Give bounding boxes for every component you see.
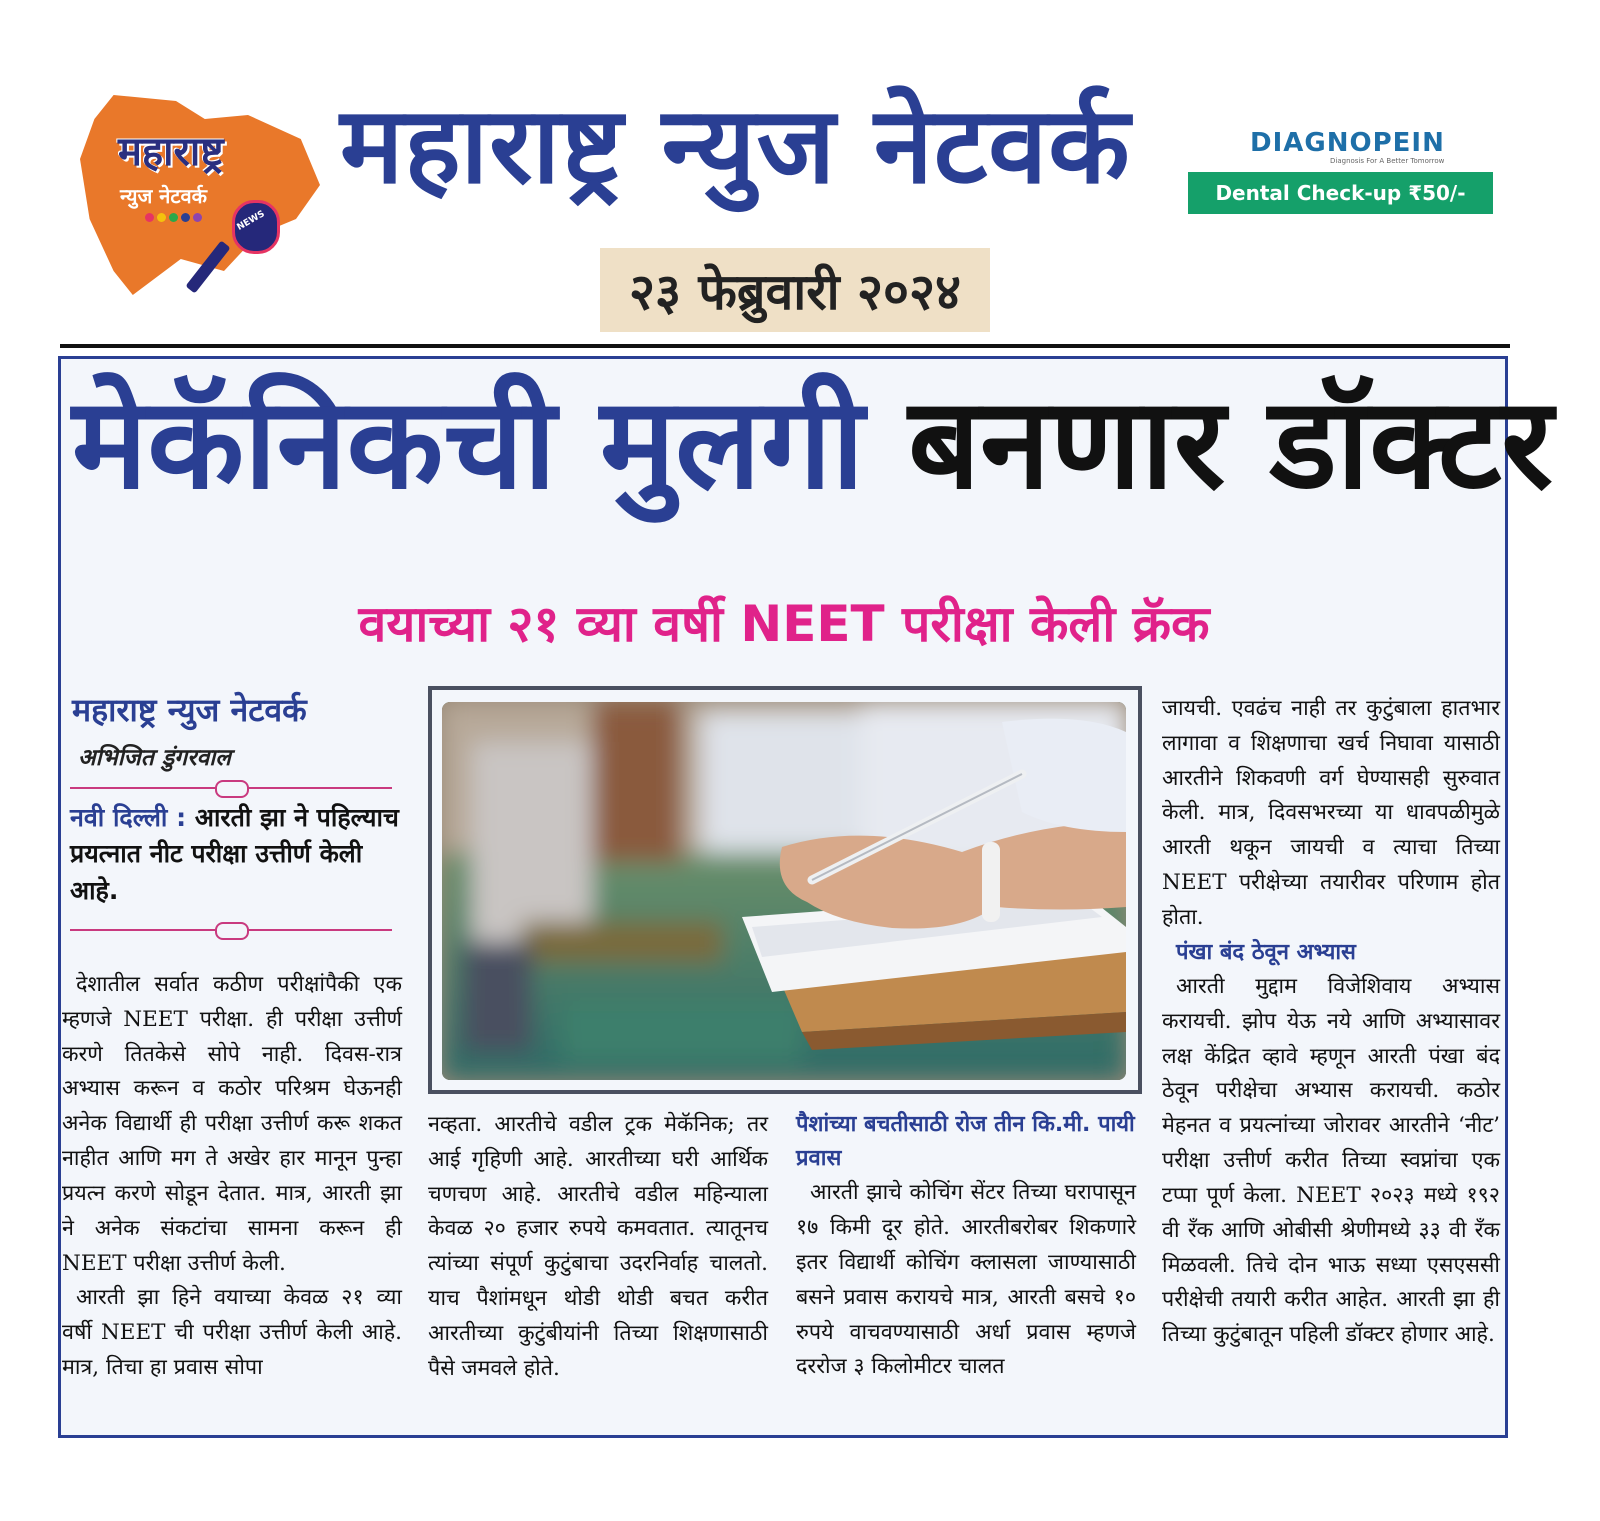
dateline-place: नवी दिल्ली : [70,803,187,832]
ad-brand-logo[interactable]: DIAGNOPEIN [1250,128,1445,158]
student-writing-exam-illustration [442,702,1126,1080]
paragraph: आरती मुद्दाम विजेशिवाय अभ्यास करायची. झोप येऊ नये आणि अभ्यासावर लक्ष केंद्रित व्हावे म्हणून आरती पंखा बंद ठेवून परीक्षेचा अभ्यास करायची. कठोर मेहनत व प्रयत्नांच्या जोरावर आरतीने ‘नीट’ परीक्षा उत्तीर्ण करीत तिच्या स्वप्नांचा एक टप्पा पूर्ण केला. NEET २०२३ मध्ये १९२ वी रँक आणि ओबीसी श्रेणीमध्ये ३३ वी रँक मिळवली. तिचे दोन भाऊ सध्या एसएससी परीक्षेची तयारी करीत आहेत. आरती झा ही तिच्या कुटुंबातून पहिली डॉक्टर होणार आहे. [1162,973,1500,1348]
paragraph: आरती झाचे कोचिंग सेंटर तिच्या घरापासून १७ किमी दूर होते. आरतीबरोबर शिकणारे इतर विद्यार्थी कोचिंग क्लासला जाण्यासाठी बसने प्रवास करायचे मात्र, आरती बसचे १० रुपये वाचवण्यासाठी अर्धा प्रवास म्हणजे दररोज ३ किलोमीटर चालत [796,1180,1136,1380]
lead-text: आरती झा ने पहिल्याच प्रयत्नात नीट परीक्षा उत्तीर्ण केली आहे. [70,803,399,905]
masthead-divider [60,344,1510,348]
ornament-divider [70,920,392,940]
date-banner [600,248,990,332]
masthead-title: महाराष्ट्र न्युज नेटवर्क [340,84,1131,207]
headline-part-2: बनणार डॉक्टर [908,370,1553,517]
headline-part-1: मेकॅनिकची मुलगी [72,370,865,517]
article-column-2 [428,1108,768,1387]
ad-tagline: Diagnosis For A Better Tomorrow [1330,157,1445,165]
section-heading: पैशांच्या बचतीसाठी रोज तीन कि.मी. पायी प्रवास [796,1112,1135,1172]
subheadline: वयाच्या २१ व्या वर्षी NEET परीक्षा केली क्रॅक [358,595,1210,653]
logo-dots [145,213,202,222]
paragraph: जायची. एवढंच नाही तर कुटुंबाला हातभार लागावा व शिक्षणाचा खर्च निघावा यासाठी आरतीने शिकवणी वर्ग घेण्यासही सुरुवात केली. मात्र, दिवसभरच्या या धावपळीमुळे आरती थकून जायची व त्याचा तिच्या NEET परीक्षेच्या तयारीवर परिणाम होत होता. [1162,696,1500,930]
paragraph: नव्हता. आरतीचे वडील ट्रक मेकॅनिक; तर आई गृहिणी आहे. आरतीच्या घरी आर्थिक चणचण आहे. आरतीचे वडील महिन्याला केवळ २० हजार रुपये कमवतात. त्यातूनच त्यांच्या संपूर्ण कुटुंबाचा उदरनिर्वाह चालतो. याच पैशांमधून थोडी थोडी बचत करीत आरतीच्या कुटुंबीयांनी तिच्या शिक्षणासाठी पैसे जमवले होते. [428,1112,768,1381]
article-column-3 [796,1108,1136,1385]
section-heading: पंखा बंद ठेवून अभ्यास [1176,939,1356,965]
logo-subtitle: न्युज नेटवर्क [120,184,207,208]
article-column-1 [62,968,402,1386]
byline-organization: महाराष्ट्र न्युज नेटवर्क [72,691,307,729]
ornament-divider [70,778,392,798]
lead-paragraph [70,800,400,909]
logo-title: महाराष्ट्र [118,129,224,175]
article-column-4 [1162,692,1500,1353]
issue-date: २३ फेब्रुवारी २०२४ [628,263,962,321]
headline [72,372,1553,517]
exam-photo [442,702,1126,1080]
paragraph: देशातील सर्वात कठीण परीक्षांपैकी एक म्हणजे NEET परीक्षा. ही परीक्षा उत्तीर्ण करणे तितकेसे सोपे नाही. दिवस-रात्र अभ्यास करून व कठोर परिश्रम घेऊनही अनेक विद्यार्थी ही परीक्षा उत्तीर्ण करू शकत नाहीत आणि मग ते अखेर हार मानून पुन्हा प्रयत्न करणे सोडून देतात. मात्र, आरती झा ने अनेक संकटांचा सामना करून ही NEET परीक्षा उत्तीर्ण केली. [62,972,402,1276]
byline-author: अभिजित डुंगरवाल [78,745,231,771]
ad-offer-banner[interactable] [1188,172,1493,214]
mic-news-label: NEWS [235,209,267,233]
paragraph: आरती झा हिने वयाच्या केवळ २१ व्या वर्षी NEET ची परीक्षा उत्तीर्ण केली आहे. मात्र, तिचा हा प्रवास सोपा [62,1285,402,1381]
ad-offer-text: Dental Check-up ₹50/- [1215,181,1466,205]
